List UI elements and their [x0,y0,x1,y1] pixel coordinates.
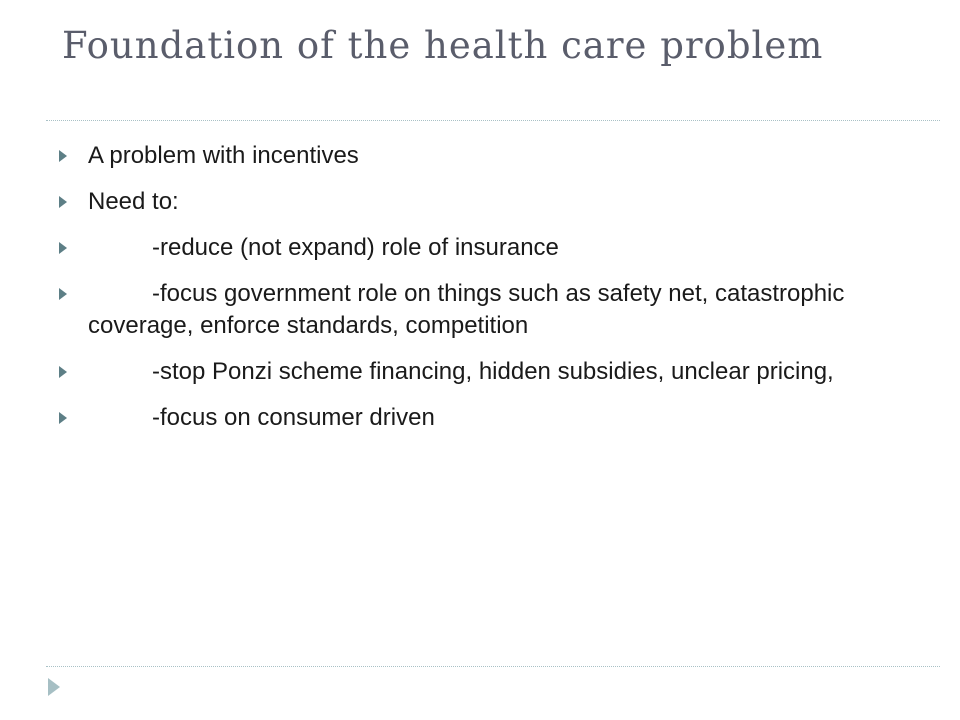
bullet-item [52,232,912,264]
bullet-text: -focus government role on things such as safety net, catastrophic coverage, enforce standards, competition [88,280,845,339]
bullet-text: A problem with incentives [88,142,359,169]
bullet-text: -stop Ponzi scheme financing, hidden subsidies, unclear pricing, [152,358,834,385]
bullet-triangle-icon [59,150,67,162]
bullet-item [52,278,912,342]
bullet-triangle-icon [59,288,67,300]
footer-divider [46,666,940,667]
bullet-text: -reduce (not expand) role of insurance [152,234,559,261]
bullet-item [52,356,912,388]
bullet-list [52,140,912,448]
bullet-triangle-icon [59,412,67,424]
bullet-text: -focus on consumer driven [152,404,435,431]
bullet-triangle-icon [59,242,67,254]
bullet-triangle-icon [59,366,67,378]
bullet-item [52,186,912,218]
title-divider [46,120,940,121]
bullet-item [52,140,912,172]
bullet-triangle-icon [59,196,67,208]
bullet-text: Need to: [88,188,179,215]
slide-title: Foundation of the health care problem [62,24,824,67]
bullet-item [52,402,912,434]
footer-triangle-icon [48,678,60,696]
